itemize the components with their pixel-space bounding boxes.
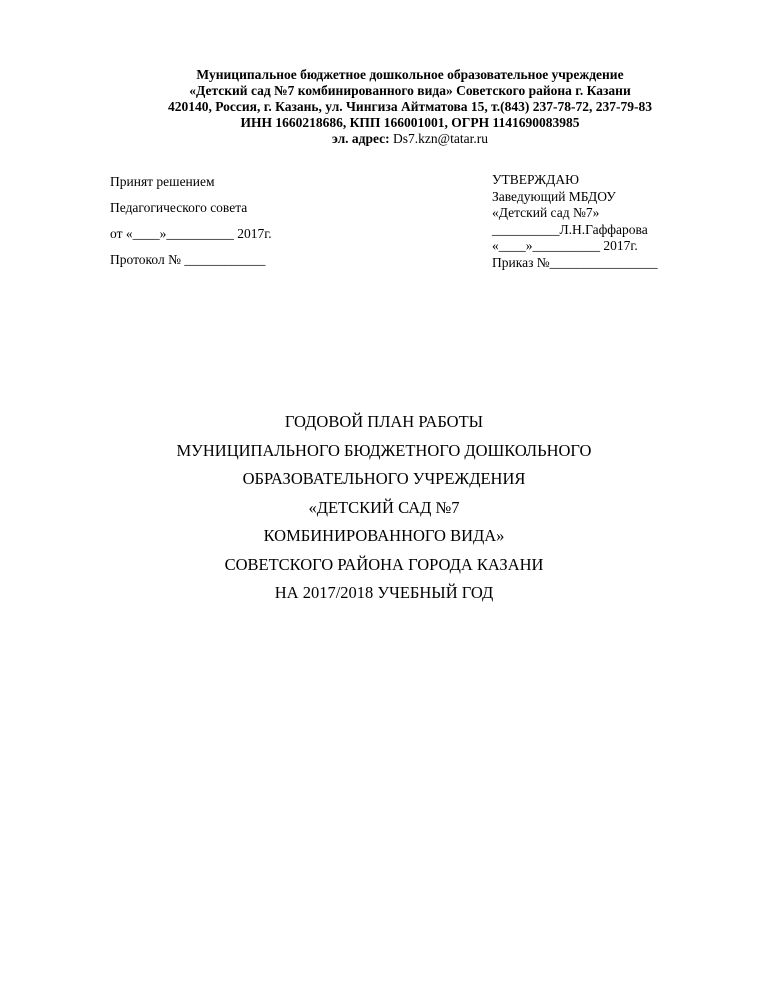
institution-name: Муниципальное бюджетное дошкольное образовательное учреждение bbox=[196, 67, 624, 82]
institution-email bbox=[100, 131, 720, 147]
adoption-decision: Принят решением bbox=[110, 174, 215, 189]
institution-header bbox=[100, 67, 720, 147]
approval-position: Заведующий МБДОУ bbox=[492, 188, 616, 204]
document-title bbox=[0, 408, 768, 608]
email-value: Ds7.kzn@tatar.ru bbox=[393, 131, 488, 146]
approval-heading: УТВЕРЖДАЮ bbox=[492, 172, 580, 187]
title-line-1: ГОДОВОЙ ПЛАН РАБОТЫ bbox=[284, 412, 484, 431]
approval-block bbox=[492, 172, 658, 272]
approval-signature: __________Л.Н.Гаффарова bbox=[492, 221, 648, 237]
approval-organization: «Детский сад №7» bbox=[492, 205, 600, 221]
title-line-3: ОБРАЗОВАТЕЛЬНОГО УЧРЕЖДЕНИЯ bbox=[242, 469, 526, 488]
title-line-6: СОВЕТСКОГО РАЙОНА ГОРОДА КАЗАНИ bbox=[224, 554, 544, 574]
approval-date: «____»__________ 2017г. bbox=[492, 238, 638, 254]
title-line-5: КОМБИНИРОВАННОГО ВИДА» bbox=[263, 526, 505, 545]
adoption-council: Педагогического совета bbox=[110, 200, 248, 215]
institution-full-name: «Детский сад №7 комбинированного вида» Советского района г. Казани bbox=[189, 83, 631, 98]
adoption-date: от «____»__________ 2017г. bbox=[110, 226, 272, 241]
approval-order: Приказ №________________ bbox=[492, 254, 658, 270]
email-label: эл. адрес: bbox=[332, 131, 390, 146]
title-line-4: «ДЕТСКИЙ САД №7 bbox=[308, 497, 460, 517]
title-line-2: МУНИЦИПАЛЬНОГО БЮДЖЕТНОГО ДОШКОЛЬНОГО bbox=[176, 440, 592, 460]
adoption-protocol: Протокол № ____________ bbox=[110, 252, 266, 267]
institution-address: 420140, Россия, г. Казань, ул. Чингиза Айтматова 15, т.(843) 237-78-72, 237-79-83 bbox=[168, 99, 652, 114]
institution-registration: ИНН 1660218686, КПП 166001001, ОГРН 1141690083985 bbox=[240, 115, 580, 130]
title-line-7: НА 2017/2018 УЧЕБНЫЙ ГОД bbox=[274, 583, 494, 602]
